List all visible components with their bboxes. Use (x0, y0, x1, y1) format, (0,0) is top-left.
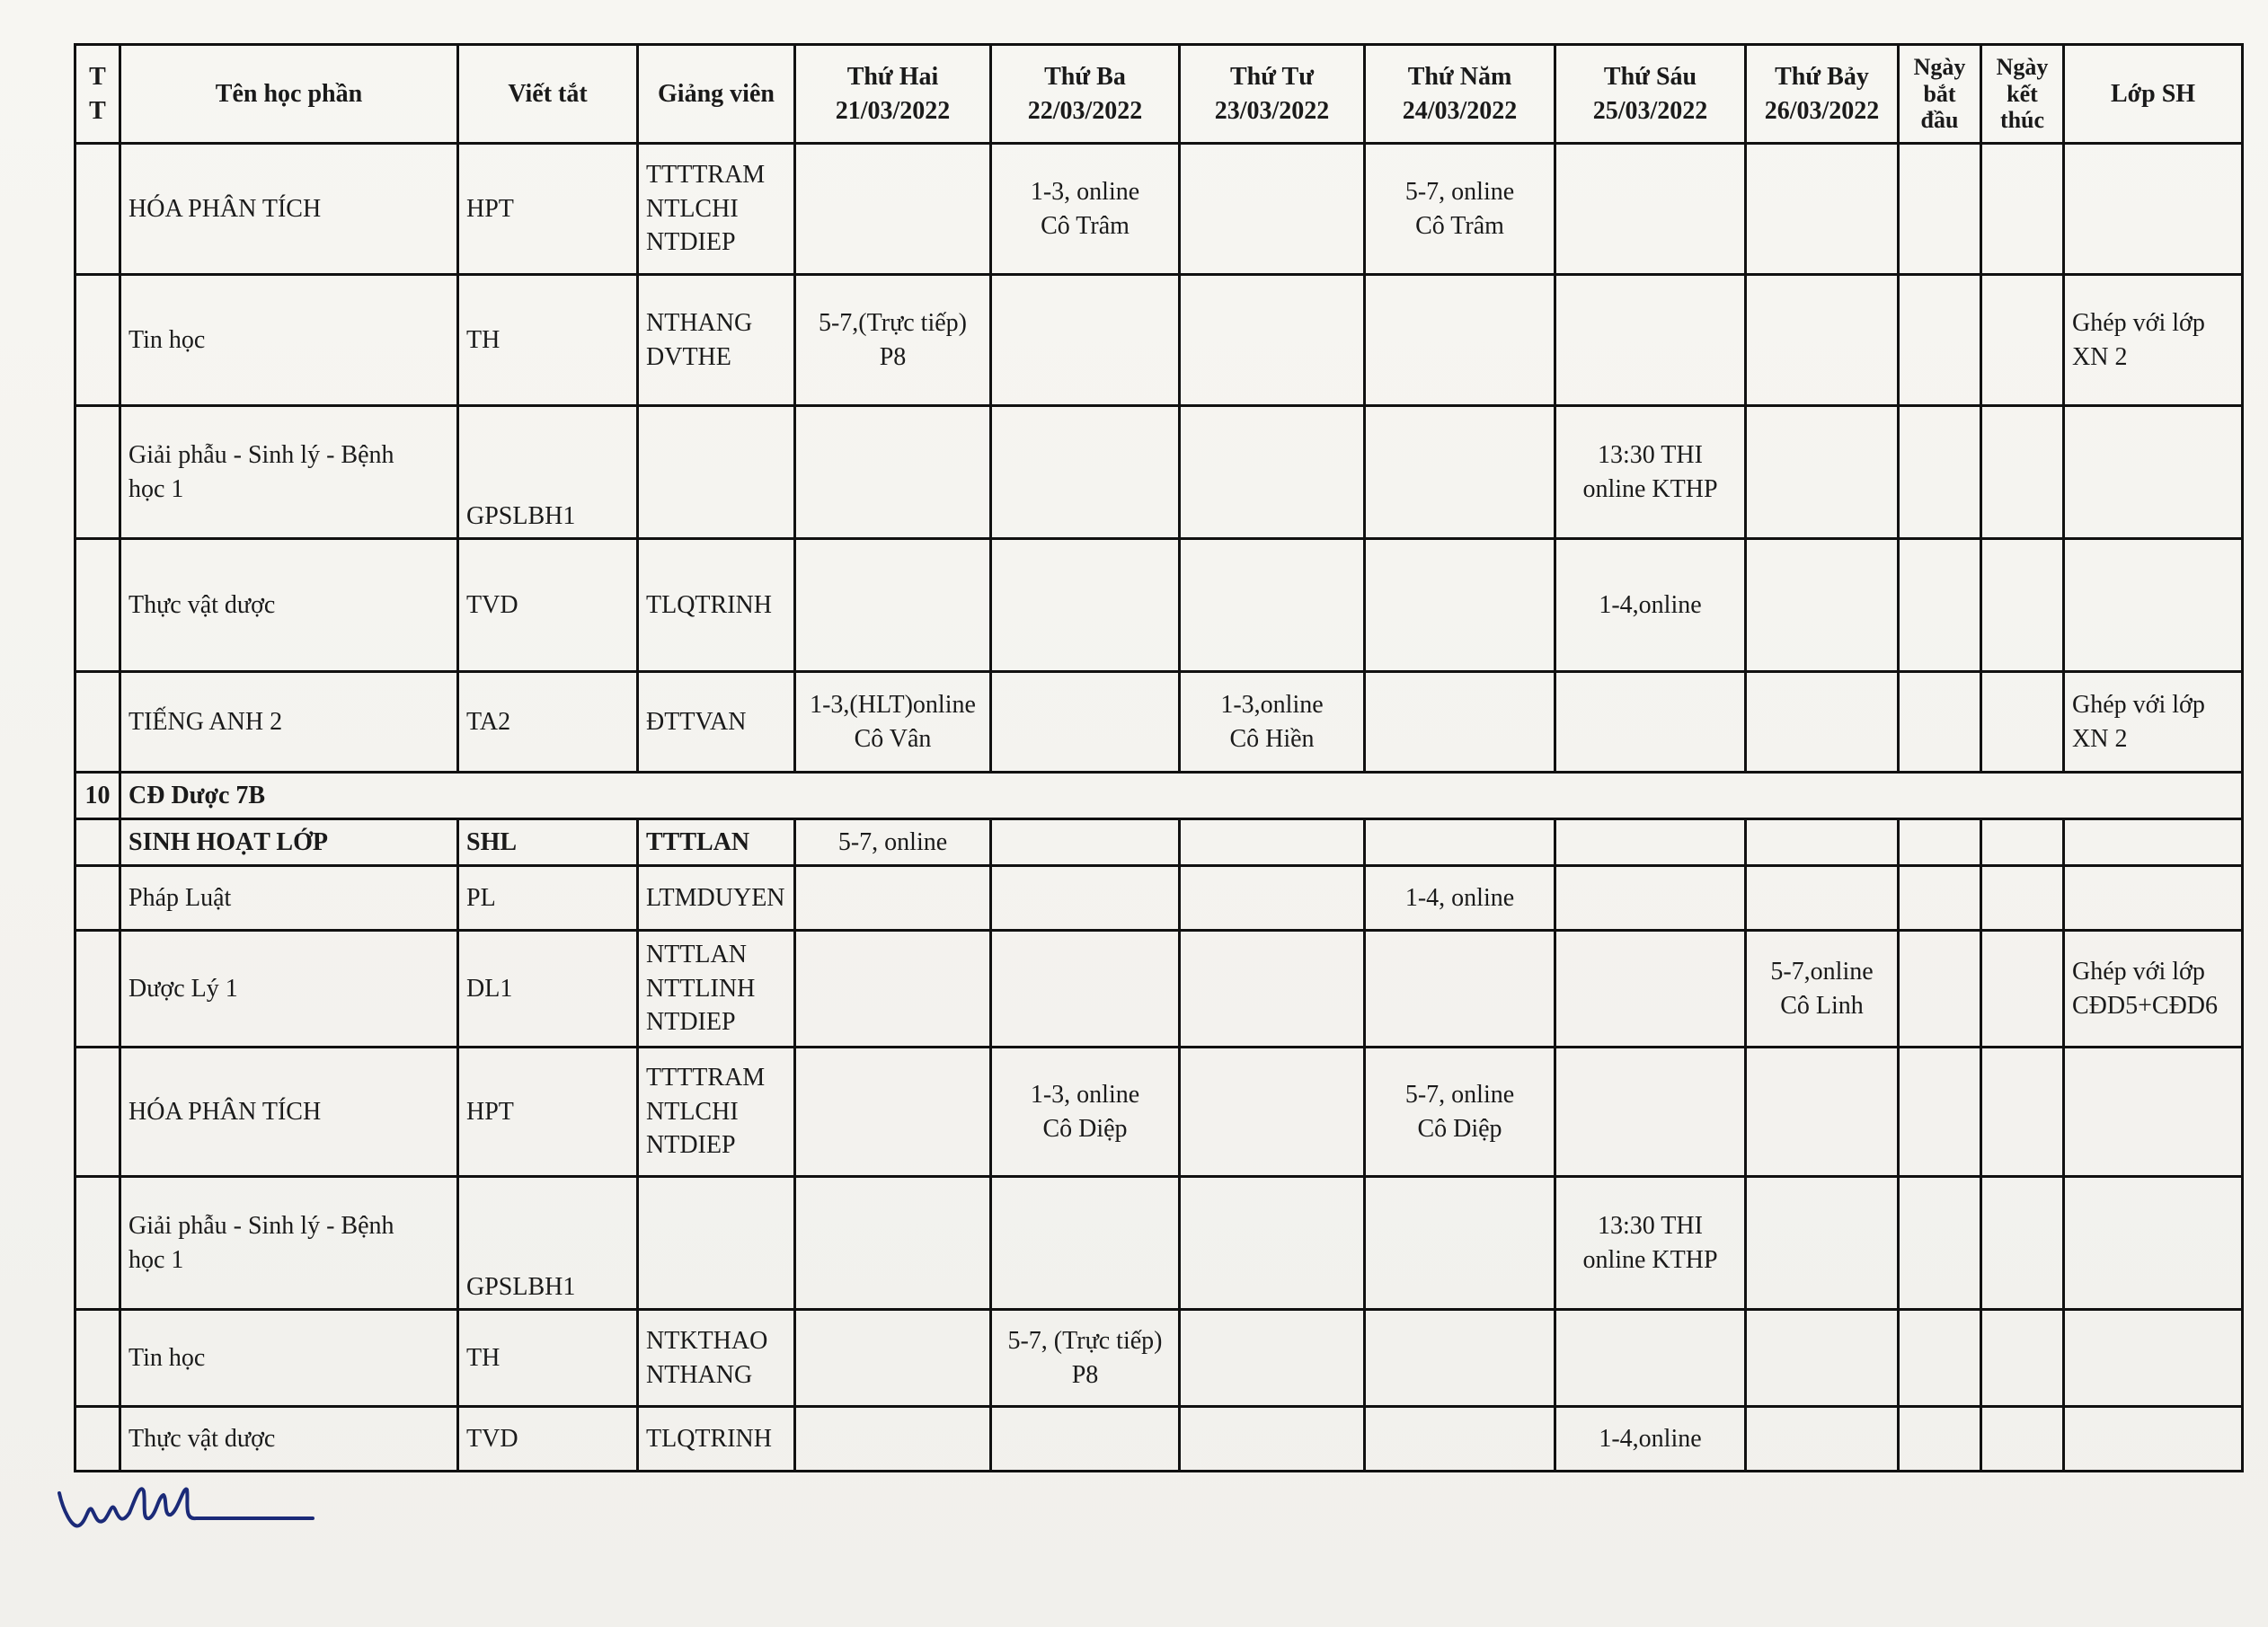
cell-mon (795, 866, 991, 931)
timetable (74, 43, 2244, 1472)
table-row (75, 539, 2243, 672)
cell-sat (1746, 1048, 1899, 1177)
table-row (75, 275, 2243, 406)
cell-lecturer: TTTLAN (638, 819, 795, 866)
cell-tue (991, 931, 1180, 1048)
cell-abbr: TVD (458, 539, 638, 672)
cell-fri (1555, 931, 1746, 1048)
group-row (75, 773, 2243, 819)
cell-mon: 1-3,(HLT)online Cô Vân (795, 672, 991, 773)
cell-tt (75, 539, 120, 672)
cell-sat (1746, 672, 1899, 773)
cell-start (1899, 1407, 1981, 1472)
cell-lecturer: TTTTRAM NTLCHI NTDIEP (638, 144, 795, 275)
cell-start (1899, 275, 1981, 406)
cell-start (1899, 1310, 1981, 1407)
cell-tt (75, 866, 120, 931)
cell-lecturer: TTTTRAM NTLCHI NTDIEP (638, 1048, 795, 1177)
cell-wed (1180, 819, 1365, 866)
cell-wed (1180, 1310, 1365, 1407)
cell-tt (75, 1177, 120, 1310)
cell-tue: 5-7, (Trực tiếp) P8 (991, 1310, 1180, 1407)
cell-abbr: SHL (458, 819, 638, 866)
cell-mon (795, 144, 991, 275)
cell-tue (991, 539, 1180, 672)
header-wed: Thứ Tư 23/03/2022 (1180, 45, 1365, 144)
table-row (75, 144, 2243, 275)
cell-tt (75, 1407, 120, 1472)
cell-abbr: TH (458, 1310, 638, 1407)
cell-course: TIẾNG ANH 2 (120, 672, 458, 773)
cell-course: HÓA PHÂN TÍCH (120, 144, 458, 275)
cell-class: Ghép với lớp XN 2 (2064, 275, 2243, 406)
cell-end (1981, 1407, 2064, 1472)
cell-tue (991, 672, 1180, 773)
cell-end (1981, 819, 2064, 866)
cell-sat (1746, 406, 1899, 539)
table-row (75, 1048, 2243, 1177)
cell-tue: 1-3, online Cô Diệp (991, 1048, 1180, 1177)
cell-abbr: TVD (458, 1407, 638, 1472)
cell-mon (795, 406, 991, 539)
cell-tue (991, 1177, 1180, 1310)
cell-fri (1555, 819, 1746, 866)
cell-tt (75, 406, 120, 539)
cell-tt (75, 1310, 120, 1407)
cell-tt (75, 931, 120, 1048)
table-row (75, 672, 2243, 773)
cell-end (1981, 931, 2064, 1048)
cell-tue (991, 1407, 1180, 1472)
handwritten-signature (52, 1473, 322, 1554)
cell-sat (1746, 275, 1899, 406)
header-end-date: Ngày kết thúc (1981, 45, 2064, 144)
cell-mon (795, 1310, 991, 1407)
header-fri: Thứ Sáu 25/03/2022 (1555, 45, 1746, 144)
cell-wed (1180, 406, 1365, 539)
cell-start (1899, 539, 1981, 672)
cell-tue: 1-3, online Cô Trâm (991, 144, 1180, 275)
cell-thu (1365, 406, 1555, 539)
cell-end (1981, 1310, 2064, 1407)
cell-start (1899, 819, 1981, 866)
cell-class (2064, 866, 2243, 931)
cell-course: Pháp Luật (120, 866, 458, 931)
cell-tue (991, 866, 1180, 931)
cell-fri (1555, 1310, 1746, 1407)
cell-end (1981, 406, 2064, 539)
cell-class: Ghép với lớp CĐD5+CĐD6 (2064, 931, 2243, 1048)
header-thu: Thứ Năm 24/03/2022 (1365, 45, 1555, 144)
cell-thu: 1-4, online (1365, 866, 1555, 931)
cell-end (1981, 672, 2064, 773)
cell-class (2064, 144, 2243, 275)
cell-tue (991, 406, 1180, 539)
cell-start (1899, 1048, 1981, 1177)
cell-start (1899, 866, 1981, 931)
header-abbr: Viết tắt (458, 45, 638, 144)
cell-thu (1365, 1310, 1555, 1407)
cell-course: Giải phẫu - Sinh lý - Bệnh học 1 (120, 1177, 458, 1310)
cell-abbr: TA2 (458, 672, 638, 773)
cell-mon (795, 931, 991, 1048)
cell-sat (1746, 1177, 1899, 1310)
cell-fri (1555, 1048, 1746, 1177)
cell-class (2064, 1048, 2243, 1177)
cell-abbr: GPSLBH1 (458, 1177, 638, 1310)
cell-lecturer: ĐTTVAN (638, 672, 795, 773)
cell-end (1981, 1177, 2064, 1310)
cell-fri: 1-4,online (1555, 1407, 1746, 1472)
table-row (75, 406, 2243, 539)
cell-class (2064, 1177, 2243, 1310)
cell-class (2064, 1407, 2243, 1472)
cell-fri (1555, 144, 1746, 275)
cell-fri (1555, 672, 1746, 773)
cell-lecturer: NTKTHAO NTHANG (638, 1310, 795, 1407)
cell-abbr: HPT (458, 1048, 638, 1177)
cell-mon: 5-7,(Trực tiếp) P8 (795, 275, 991, 406)
cell-tt (75, 275, 120, 406)
table-row (75, 1310, 2243, 1407)
cell-start (1899, 672, 1981, 773)
cell-fri (1555, 866, 1746, 931)
cell-lecturer (638, 1177, 795, 1310)
cell-mon (795, 1048, 991, 1177)
cell-abbr: GPSLBH1 (458, 406, 638, 539)
cell-thu (1365, 931, 1555, 1048)
cell-start (1899, 144, 1981, 275)
cell-class (2064, 1310, 2243, 1407)
cell-mon (795, 1407, 991, 1472)
cell-lecturer: TLQTRINH (638, 1407, 795, 1472)
cell-start (1899, 1177, 1981, 1310)
cell-sat (1746, 144, 1899, 275)
section-a-body (75, 144, 2243, 773)
cell-thu (1365, 539, 1555, 672)
cell-course: Giải phẫu - Sinh lý - Bệnh học 1 (120, 406, 458, 539)
cell-tt (75, 1048, 120, 1177)
cell-fri: 13:30 THI online KTHP (1555, 406, 1746, 539)
cell-mon (795, 539, 991, 672)
cell-wed (1180, 1407, 1365, 1472)
cell-end (1981, 144, 2064, 275)
cell-fri: 13:30 THI online KTHP (1555, 1177, 1746, 1310)
cell-wed (1180, 275, 1365, 406)
cell-thu (1365, 819, 1555, 866)
cell-tt (75, 672, 120, 773)
group-row-body (75, 773, 2243, 819)
cell-wed (1180, 866, 1365, 931)
cell-wed (1180, 539, 1365, 672)
cell-thu (1365, 1177, 1555, 1310)
cell-abbr: TH (458, 275, 638, 406)
cell-end (1981, 1048, 2064, 1177)
header-tt: T T (75, 45, 120, 144)
cell-class (2064, 406, 2243, 539)
header-class: Lớp SH (2064, 45, 2243, 144)
cell-tue (991, 275, 1180, 406)
cell-end (1981, 866, 2064, 931)
cell-class (2064, 819, 2243, 866)
cell-sat (1746, 1310, 1899, 1407)
cell-thu (1365, 1407, 1555, 1472)
header-row (75, 45, 2243, 144)
cell-tt (75, 144, 120, 275)
cell-course: HÓA PHÂN TÍCH (120, 1048, 458, 1177)
cell-mon: 5-7, online (795, 819, 991, 866)
cell-mon (795, 1177, 991, 1310)
cell-fri: 1-4,online (1555, 539, 1746, 672)
cell-lecturer: TLQTRINH (638, 539, 795, 672)
header-tue: Thứ Ba 22/03/2022 (991, 45, 1180, 144)
table-row (75, 819, 2243, 866)
table-row (75, 1407, 2243, 1472)
cell-class (2064, 539, 2243, 672)
cell-thu: 5-7, online Cô Trâm (1365, 144, 1555, 275)
table-row (75, 931, 2243, 1048)
cell-abbr: DL1 (458, 931, 638, 1048)
cell-abbr: HPT (458, 144, 638, 275)
header-lecturer: Giảng viên (638, 45, 795, 144)
cell-course: Thực vật dược (120, 539, 458, 672)
cell-sat (1746, 1407, 1899, 1472)
cell-sat (1746, 866, 1899, 931)
cell-abbr: PL (458, 866, 638, 931)
cell-lecturer: NTHANG DVTHE (638, 275, 795, 406)
cell-course: SINH HOẠT LỚP (120, 819, 458, 866)
cell-end (1981, 275, 2064, 406)
group-number: 10 (75, 773, 120, 819)
cell-wed (1180, 931, 1365, 1048)
cell-wed (1180, 1177, 1365, 1310)
group-title: CĐ Dược 7B (120, 773, 2243, 819)
cell-sat (1746, 819, 1899, 866)
cell-course: Dược Lý 1 (120, 931, 458, 1048)
section-b-body (75, 819, 2243, 1472)
header-start-date: Ngày bắt đầu (1899, 45, 1981, 144)
cell-sat (1746, 539, 1899, 672)
cell-fri (1555, 275, 1746, 406)
cell-wed: 1-3,online Cô Hiền (1180, 672, 1365, 773)
cell-thu (1365, 672, 1555, 773)
cell-tue (991, 819, 1180, 866)
cell-lecturer: NTTLAN NTTLINH NTDIEP (638, 931, 795, 1048)
cell-wed (1180, 1048, 1365, 1177)
cell-wed (1180, 144, 1365, 275)
header-sat: Thứ Bảy 26/03/2022 (1746, 45, 1899, 144)
cell-end (1981, 539, 2064, 672)
cell-course: Tin học (120, 275, 458, 406)
header-mon: Thứ Hai 21/03/2022 (795, 45, 991, 144)
table-row (75, 866, 2243, 931)
cell-tt (75, 819, 120, 866)
cell-lecturer: LTMDUYEN (638, 866, 795, 931)
cell-lecturer (638, 406, 795, 539)
table-row (75, 1177, 2243, 1310)
cell-class: Ghép với lớp XN 2 (2064, 672, 2243, 773)
cell-course: Tin học (120, 1310, 458, 1407)
cell-start (1899, 931, 1981, 1048)
header-course: Tên học phần (120, 45, 458, 144)
cell-course: Thực vật dược (120, 1407, 458, 1472)
cell-thu: 5-7, online Cô Diệp (1365, 1048, 1555, 1177)
cell-start (1899, 406, 1981, 539)
cell-thu (1365, 275, 1555, 406)
cell-sat: 5-7,online Cô Linh (1746, 931, 1899, 1048)
